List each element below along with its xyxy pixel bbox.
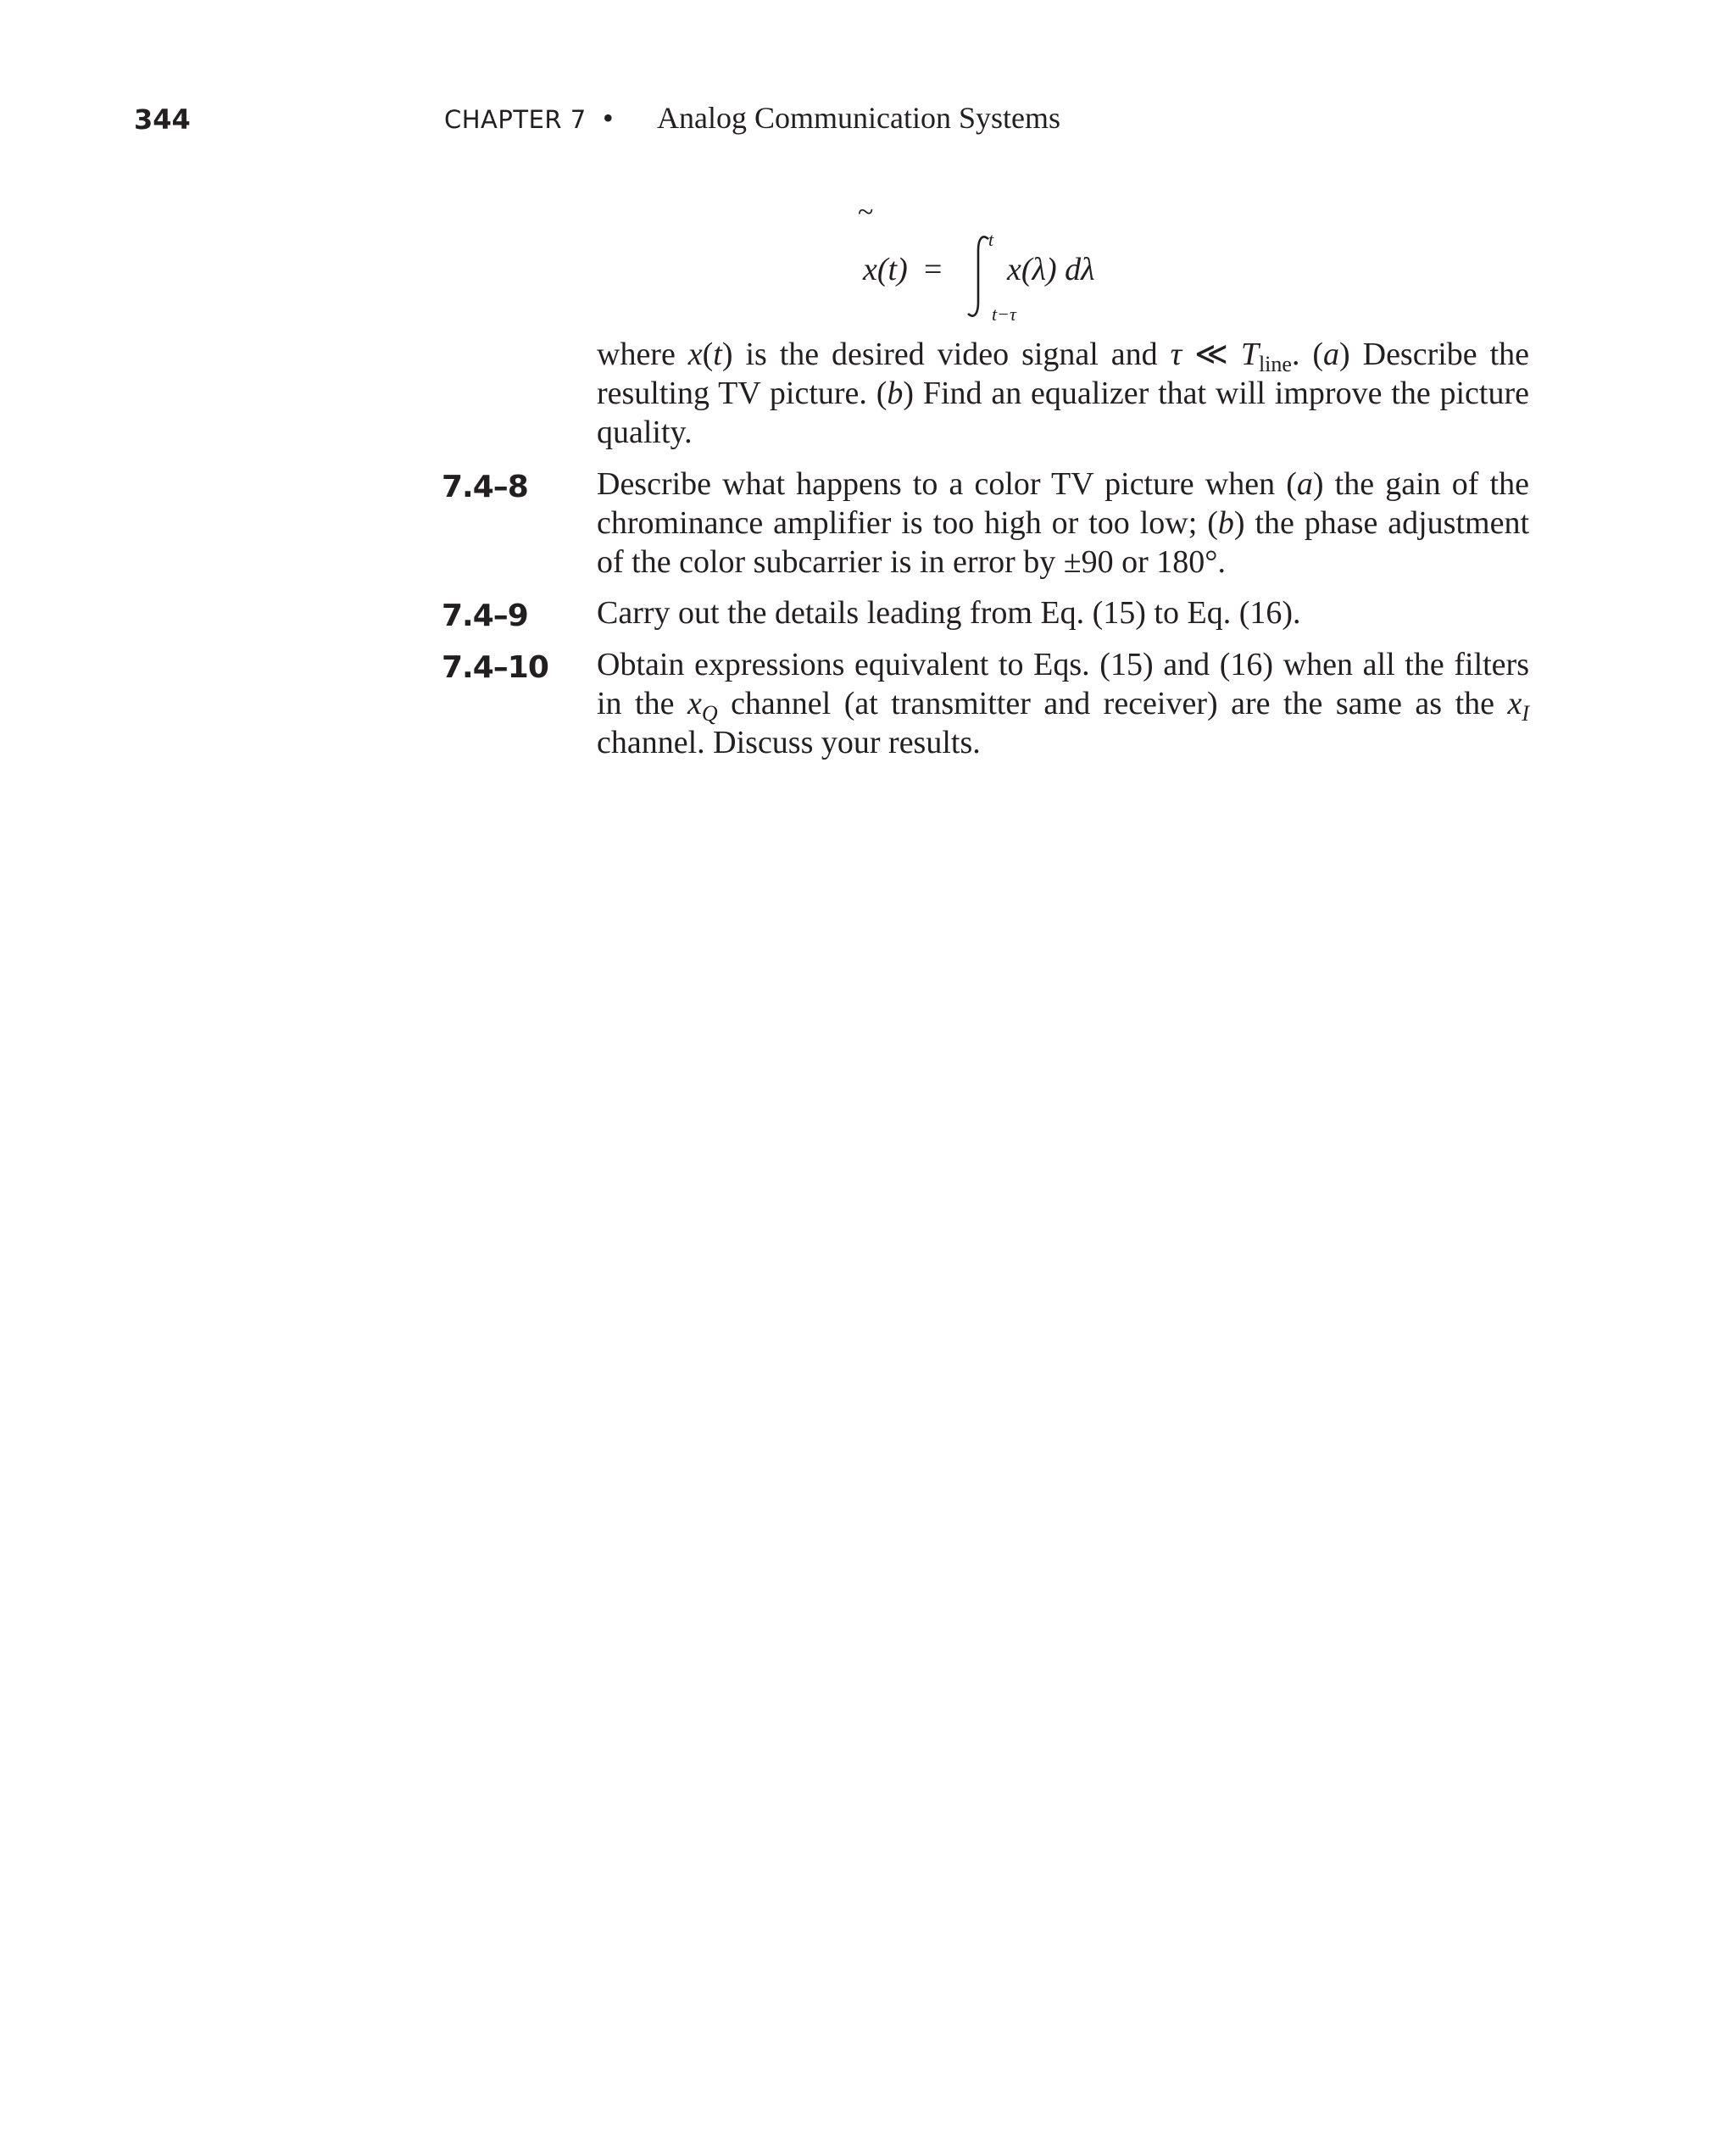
- header-bullet: •: [603, 101, 614, 135]
- math-subscript: line: [1258, 352, 1292, 376]
- math-subscript: I: [1522, 701, 1530, 726]
- text-run: ) the phase adjustment of the color subcarrier is in error by ±90 or 180°.: [597, 505, 1530, 580]
- problem-text: Carry out the details leading from Eq. (15) to Eq. (16).: [597, 595, 1301, 631]
- problem-number: 7.4–8: [442, 470, 528, 504]
- integral-equation: [856, 197, 1212, 329]
- problem-text: [597, 645, 1529, 762]
- page-number: 344: [134, 103, 191, 136]
- text-run: ) Describe the resulting TV picture. (: [597, 337, 1530, 411]
- math-var: T: [1240, 337, 1259, 372]
- running-header: [0, 100, 1736, 142]
- part-label: b: [1217, 505, 1234, 541]
- equation-lhs: [863, 251, 908, 288]
- problem-number: 7.4–10: [442, 650, 548, 685]
- text-run: Describe what happens to a color TV picture when (: [597, 466, 1297, 502]
- text-run: ) the gain of the chrominance amplifier is too high or too low; (: [597, 466, 1529, 541]
- math-operator: ≪: [1182, 337, 1241, 372]
- equals-sign: =: [924, 252, 943, 287]
- problem-number: 7.4–9: [442, 598, 528, 633]
- text-run: Obtain expressions equivalent to Eqs. (15) and (16) when all the filters in the: [597, 647, 1529, 721]
- text-run: (: [702, 337, 714, 372]
- text-run: ) is the desired video signal and: [721, 337, 1171, 372]
- integrand: [1007, 251, 1095, 288]
- integral-lower-limit: t−τ: [992, 303, 1016, 325]
- equation-lhs-text: x(t): [863, 252, 908, 287]
- math-var: t: [713, 337, 722, 372]
- text-run: channel (at transmitter and receiver) are the same as the: [717, 686, 1508, 721]
- math-var: τ: [1170, 337, 1182, 372]
- problem-7-4-7-continuation: [597, 335, 1529, 452]
- part-label: b: [887, 376, 904, 411]
- integrand-text: x(λ) dλ: [1007, 252, 1095, 287]
- text-run: where: [597, 337, 688, 372]
- text-run: . (: [1291, 337, 1324, 372]
- math-var: x: [687, 686, 702, 721]
- part-label: a: [1323, 337, 1340, 372]
- tilde-accent: ~: [858, 197, 874, 228]
- part-label: a: [1296, 466, 1313, 502]
- text-run: ) Find an equalizer that will improve the picture quality.: [597, 376, 1530, 450]
- integral-upper-limit: t: [988, 229, 994, 250]
- text-run: channel. Discuss your results.: [597, 725, 981, 760]
- math-subscript: Q: [701, 701, 718, 726]
- math-var: x: [687, 337, 703, 372]
- chapter-title: Analog Communication Systems: [657, 101, 1060, 135]
- problem-text: [597, 465, 1529, 582]
- chapter-label: CHAPTER 7: [444, 105, 587, 134]
- math-var: x: [1507, 686, 1522, 721]
